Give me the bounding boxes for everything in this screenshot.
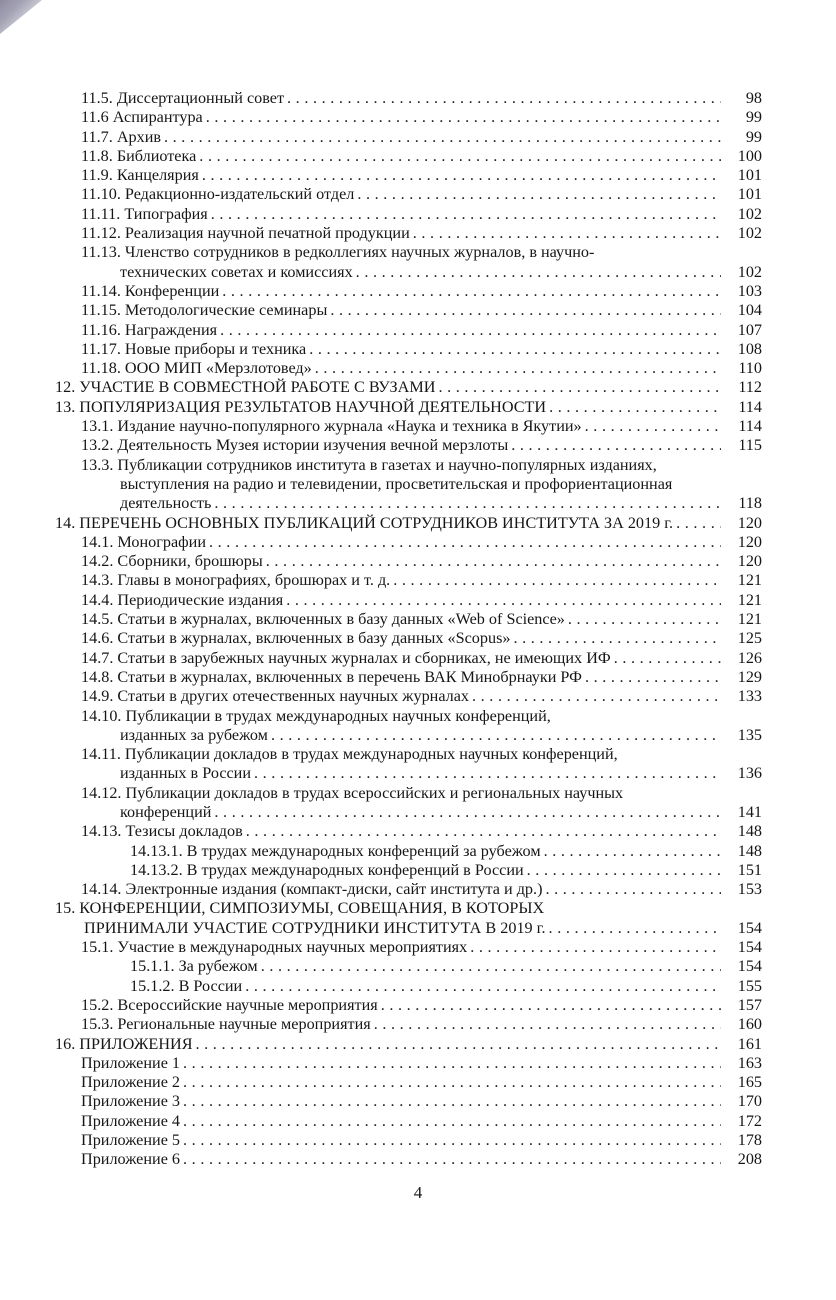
dot-leader — [381, 996, 721, 1015]
toc-entry — [0, 417, 836, 436]
toc-entry — [0, 185, 836, 204]
dot-leader — [513, 629, 721, 648]
toc-entry-text: Приложение 3 — [81, 1092, 181, 1111]
dot-leader — [545, 880, 721, 899]
toc-entry-page: 99 — [745, 108, 762, 127]
toc-entry — [0, 89, 836, 108]
dot-leader — [266, 552, 721, 571]
toc-entry-text: 12. УЧАСТИЕ В СОВМЕСТНОЙ РАБОТЕ С ВУЗАМИ — [55, 378, 436, 397]
dot-leader — [183, 1054, 721, 1073]
toc-entry-page: 101 — [737, 166, 762, 185]
toc-entry — [0, 166, 836, 185]
toc-entry — [0, 1073, 836, 1092]
dot-leader — [374, 1015, 721, 1034]
toc-entry-text: 11.6 Аспирантура — [81, 108, 203, 127]
toc-entry-text: 14.13.1. В трудах международных конференций за рубежом — [130, 841, 541, 860]
dot-leader — [271, 726, 721, 745]
toc-entry — [0, 668, 836, 687]
toc-entry — [0, 880, 836, 899]
toc-entry-page: 151 — [737, 860, 762, 879]
toc-entry — [0, 1092, 836, 1111]
toc-entry-text: 14.7. Статьи в зарубежных научных журналах и сборниках, не имеющих ИФ — [81, 648, 611, 667]
toc-entry-text: 14.1. Монографии — [81, 532, 206, 551]
toc-entry — [0, 938, 836, 957]
toc-entry-page: 101 — [737, 185, 762, 204]
toc-entry-text: 11.5. Диссертационный совет — [81, 89, 285, 107]
dot-leader — [261, 957, 721, 976]
toc-entry-text: технических советах и комиссиях — [120, 262, 353, 281]
toc-entry-page: 163 — [737, 1053, 762, 1072]
toc-entry-text: изданных в России — [120, 764, 252, 783]
dot-leader — [214, 494, 721, 513]
toc-entry-page: 110 — [738, 359, 762, 378]
toc-entry — [0, 996, 836, 1015]
dot-leader — [585, 668, 721, 687]
dot-leader — [527, 861, 721, 880]
toc-entry — [0, 1035, 836, 1054]
toc-entry-text: 13. ПОПУЛЯРИЗАЦИЯ РЕЗУЛЬТАТОВ НАУЧНОЙ ДЕЯТЕЛЬНОСТИ — [55, 397, 547, 416]
toc-entry-page: 141 — [737, 802, 762, 821]
toc-entry-page: 154 — [737, 918, 762, 937]
toc-entry-page: 108 — [737, 339, 762, 358]
toc-entry-text: 15.1. Участие в международных научных мероприятиях — [81, 938, 468, 957]
toc-entry-text: 11.14. Конференции — [81, 281, 220, 300]
toc-entry — [0, 977, 836, 996]
toc-entry — [0, 687, 836, 706]
toc-entry-page: 118 — [738, 494, 762, 513]
toc-entry-text: 14. ПЕРЕЧЕНЬ ОСНОВНЫХ ПУБЛИКАЦИЙ СОТРУДНИКОВ ИНСТИТУТА ЗА 2019 г. — [55, 513, 674, 532]
toc-entry-page: 178 — [737, 1131, 762, 1150]
toc-entry-page: 157 — [737, 995, 762, 1014]
dot-leader — [549, 398, 721, 417]
dot-leader — [472, 687, 721, 706]
scan-corner-artifact — [0, 0, 42, 34]
dot-leader — [209, 533, 721, 552]
toc-entry-page: 121 — [737, 590, 762, 609]
toc-entry-page: 112 — [738, 378, 762, 397]
toc-entry — [0, 822, 836, 841]
dot-leader — [254, 764, 721, 783]
toc-entry-page: 154 — [737, 938, 762, 957]
toc-entry — [0, 263, 836, 282]
toc-entry-text: 14.11. Публикации докладов в трудах международных научных конференций, — [81, 745, 618, 764]
toc-entry-text: 11.7. Архив — [81, 127, 162, 146]
dot-leader — [287, 89, 721, 108]
toc-entry — [0, 359, 836, 378]
toc-entry-page: 102 — [737, 224, 762, 243]
dot-leader — [585, 417, 721, 436]
dot-leader — [183, 1092, 721, 1111]
toc-entry-page: 153 — [737, 880, 762, 899]
toc-entry-text: 14.10. Публикации в трудах международных научных конференций, — [81, 706, 551, 725]
dot-leader — [246, 822, 721, 841]
toc-entry-page: 129 — [737, 667, 762, 686]
toc-entry — [0, 514, 836, 533]
toc-entry — [0, 1054, 836, 1073]
dot-leader — [183, 1131, 721, 1150]
dot-leader — [183, 1150, 721, 1169]
toc-entry-text: 11.11. Типография — [81, 204, 208, 223]
dot-leader — [357, 185, 721, 204]
toc-entry — [0, 610, 836, 629]
toc-entry — [0, 494, 836, 513]
dot-leader — [330, 301, 721, 320]
toc-entry-page: 155 — [737, 976, 762, 995]
toc-entry-page: 148 — [737, 841, 762, 860]
toc-entry-text: 11.10. Редакционно-издательский отдел — [81, 185, 355, 204]
toc-entry-text: 14.2. Сборники, брошюры — [81, 552, 263, 571]
toc-entry-page: 121 — [737, 610, 762, 629]
dot-leader — [614, 649, 721, 668]
toc-entry — [0, 707, 836, 726]
toc-entry — [0, 629, 836, 648]
dot-leader — [393, 571, 721, 590]
toc-entry — [0, 1150, 836, 1169]
toc-entry-text: 13.1. Издание научно-популярного журнала «Наука и техника в Якутии» — [81, 417, 582, 436]
toc-entry — [0, 803, 836, 822]
toc-entry-page: 98 — [745, 89, 762, 107]
toc-entry — [0, 243, 836, 262]
toc-entry-page: 170 — [737, 1092, 762, 1111]
toc-entry — [0, 301, 836, 320]
toc-entry-page: 104 — [737, 301, 762, 320]
toc-entry-text: 11.8. Библиотека — [81, 146, 197, 165]
toc-entry-text: 15.2. Всероссийские научные мероприятия — [81, 995, 378, 1014]
toc-entry-text: 15. КОНФЕРЕНЦИИ, СИМПОЗИУМЫ, СОВЕЩАНИЯ, В КОТОРЫХ — [55, 899, 545, 918]
toc-entry-text: 15.1.2. В России — [130, 976, 243, 995]
toc-entry-text: 14.3. Главы в монографиях, брошюрах и т. д. — [81, 571, 391, 590]
toc-entry — [0, 205, 836, 224]
toc-entry-page: 126 — [737, 648, 762, 667]
toc-entry-text: Приложение 5 — [81, 1131, 181, 1150]
toc-entry-page: 100 — [737, 146, 762, 165]
table-of-contents — [0, 89, 836, 1170]
toc-entry — [0, 456, 836, 475]
toc-entry-text: 13.2. Деятельность Музея истории изучения вечной мерзлоты — [81, 436, 509, 455]
dot-leader — [183, 1112, 721, 1131]
toc-entry-page: 120 — [737, 513, 762, 532]
toc-entry-page: 208 — [737, 1150, 762, 1169]
dot-leader — [220, 321, 721, 340]
toc-entry — [0, 436, 836, 455]
toc-entry — [0, 764, 836, 783]
toc-entry-page: 107 — [737, 320, 762, 339]
dot-leader — [356, 263, 721, 282]
toc-entry — [0, 552, 836, 571]
dot-leader — [549, 919, 721, 938]
toc-entry — [0, 378, 836, 397]
toc-entry — [0, 919, 836, 938]
toc-entry-text: Приложение 4 — [81, 1111, 181, 1130]
toc-entry — [0, 591, 836, 610]
dot-leader — [222, 282, 721, 301]
toc-entry-page: 165 — [737, 1073, 762, 1092]
toc-entry-text: изданных за рубежом — [120, 725, 268, 744]
toc-entry-page: 161 — [737, 1034, 762, 1053]
toc-entry-page: 120 — [737, 532, 762, 551]
dot-leader — [183, 1073, 721, 1092]
toc-entry-page: 102 — [737, 262, 762, 281]
toc-entry-text: 15.1.1. За рубежом — [130, 957, 258, 976]
toc-entry-page: 120 — [737, 552, 762, 571]
toc-entry-text: 13.3. Публикации сотрудников института в газетах и научно-популярных изданиях, — [81, 455, 657, 474]
toc-entry-page: 103 — [737, 281, 762, 300]
toc-entry — [0, 649, 836, 668]
toc-entry — [0, 340, 836, 359]
toc-entry — [0, 321, 836, 340]
toc-entry — [0, 108, 836, 127]
toc-entry — [0, 571, 836, 590]
toc-entry — [0, 128, 836, 147]
toc-entry-page: 114 — [738, 397, 762, 416]
toc-entry-text: 16. ПРИЛОЖЕНИЯ — [55, 1034, 193, 1053]
toc-entry-text: конференций — [120, 802, 212, 821]
dot-leader — [676, 514, 721, 533]
page-number: 4 — [413, 1183, 423, 1202]
toc-entry — [0, 147, 836, 166]
toc-entry — [0, 899, 836, 918]
toc-entry — [0, 784, 836, 803]
toc-entry-text: 14.8. Статьи в журналах, включенных в перечень ВАК Минобрнауки РФ — [81, 667, 582, 686]
toc-entry-page: 160 — [737, 1015, 762, 1034]
dot-leader — [438, 378, 721, 397]
toc-entry-page: 99 — [745, 127, 762, 146]
toc-entry-text: Приложение 1 — [81, 1053, 181, 1072]
toc-entry — [0, 1112, 836, 1131]
toc-entry-text: 14.6. Статьи в журналах, включенных в базу данных «Scopus» — [81, 629, 511, 648]
dot-leader — [286, 591, 721, 610]
dot-leader — [413, 224, 721, 243]
toc-entry-text: 11.17. Новые приборы и техника — [81, 339, 307, 358]
toc-entry-text: 14.13.2. В трудах международных конференций в России — [130, 860, 524, 879]
toc-entry — [0, 745, 836, 764]
toc-entry — [0, 1131, 836, 1150]
dot-leader — [196, 1035, 722, 1054]
dot-leader — [214, 803, 721, 822]
toc-entry — [0, 533, 836, 552]
toc-entry-text: 14.12. Публикации докладов в трудах всероссийских и региональных научных — [81, 783, 624, 802]
toc-entry-page: 148 — [737, 822, 762, 841]
toc-entry — [0, 282, 836, 301]
toc-entry-page: 172 — [737, 1111, 762, 1130]
toc-entry-page: 136 — [737, 764, 762, 783]
toc-entry-text: Приложение 6 — [81, 1150, 181, 1169]
dot-leader — [206, 108, 721, 127]
toc-entry-page: 125 — [737, 629, 762, 648]
toc-entry-text: Приложение 2 — [81, 1073, 181, 1092]
toc-entry-text: 14.13. Тезисы докладов — [81, 822, 243, 841]
dot-leader — [544, 842, 721, 861]
toc-entry-text: 14.9. Статьи в других отечественных научных журналах — [81, 687, 470, 706]
toc-entry-page: 154 — [737, 957, 762, 976]
toc-entry-page: 133 — [737, 687, 762, 706]
toc-entry-text: 11.12. Реализация научной печатной продукции — [81, 224, 410, 243]
toc-entry-text: выступления на радио и телевидении, просветительская и профориентационная — [120, 474, 673, 493]
dot-leader — [568, 610, 721, 629]
toc-entry-text: 14.5. Статьи в журналах, включенных в базу данных «Web of Science» — [81, 610, 565, 629]
dot-leader — [511, 436, 721, 455]
toc-entry-page: 115 — [738, 436, 762, 455]
toc-entry — [0, 861, 836, 880]
toc-entry — [0, 842, 836, 861]
toc-entry-text: 15.3. Региональные научные мероприятия — [81, 1015, 371, 1034]
toc-entry — [0, 726, 836, 745]
dot-leader — [315, 359, 721, 378]
toc-entry-page: 114 — [738, 417, 762, 436]
dot-leader — [245, 977, 721, 996]
toc-entry-page: 102 — [737, 204, 762, 223]
toc-entry-text: 11.13. Членство сотрудников в редколлегиях научных журналов, в научно- — [81, 243, 595, 262]
dot-leader — [470, 938, 721, 957]
toc-entry-text: 11.9. Канцелярия — [81, 166, 199, 185]
toc-entry-text: 14.4. Периодические издания — [81, 590, 284, 609]
toc-entry — [0, 224, 836, 243]
toc-entry-page: 135 — [737, 725, 762, 744]
dot-leader — [309, 340, 721, 359]
toc-entry-text: 11.18. ООО МИП «Мерзлотовед» — [81, 359, 312, 378]
toc-entry — [0, 1015, 836, 1034]
toc-entry-text: 11.16. Награждения — [81, 320, 218, 339]
toc-entry — [0, 398, 836, 417]
toc-entry — [0, 957, 836, 976]
toc-entry-text: ПРИНИМАЛИ УЧАСТИЕ СОТРУДНИКИ ИНСТИТУТА В 2019 г. — [84, 918, 546, 937]
dot-leader — [202, 166, 721, 185]
dot-leader — [211, 205, 721, 224]
toc-entry-text: деятельность — [120, 494, 212, 513]
toc-entry-page: 121 — [737, 571, 762, 590]
toc-entry — [0, 475, 836, 494]
dot-leader — [164, 128, 721, 147]
toc-entry-text: 11.15. Методологические семинары — [81, 301, 328, 320]
dot-leader — [199, 147, 721, 166]
toc-entry-text: 14.14. Электронные издания (компакт-диски, сайт института и др.) — [81, 880, 543, 899]
